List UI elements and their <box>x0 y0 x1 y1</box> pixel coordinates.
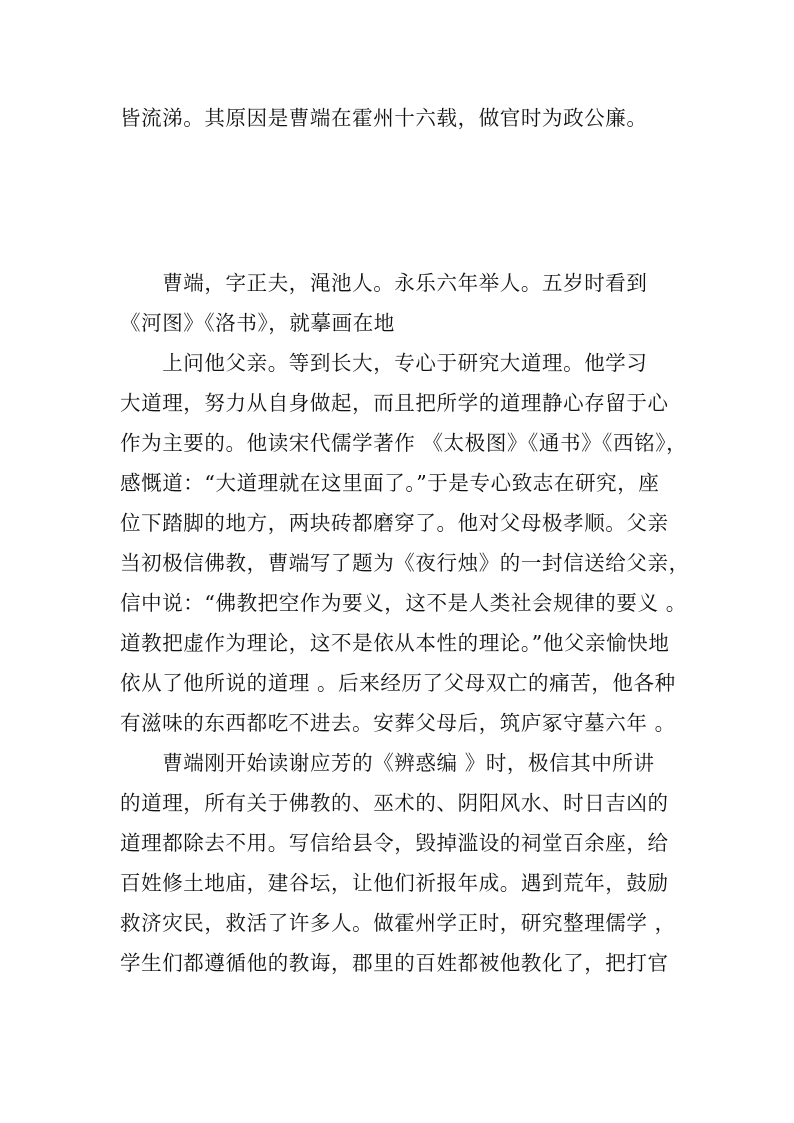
text-line: 位下踏脚的地方，两块砖都磨穿了。他对父母极孝顺。父亲 <box>120 511 669 535</box>
text-line: 百姓修土地庙，建谷坛，让他们祈报年成。遇到荒年，鼓励 <box>120 871 669 895</box>
text-line: 《河图》《洛书》，就摹画在地 <box>120 311 395 335</box>
text-line: 当初极信佛教，曹端写了题为《夜行烛》的一封信送给父亲， <box>120 551 690 575</box>
text-line: 感慨道：“大道理就在这里面了。”于是专心致志在研究，座 <box>120 471 660 495</box>
text-line: 曹端，字正夫，渑池人。永乐六年举人。五岁时看到 <box>120 271 648 295</box>
text-line: 信中说：“佛教把空作为要义，这不是人类社会规律的要义 。 <box>120 591 687 615</box>
text-line: 作为主要的。他读宋代儒学著作 《太极图》《通书》《西铭》， <box>120 431 688 455</box>
text-line: 的道理，所有关于佛教的、巫术的、阴阳风水、时日吉凶的 <box>120 791 669 815</box>
text-line: 有滋味的东西都吃不进去。安葬父母后，筑庐冢守墓六年 。 <box>120 711 676 735</box>
text-line: 依从了他所说的道理 。后来经历了父母双亡的痛苦，他各种 <box>120 671 676 695</box>
text-line: 大道理，努力从自身做起，而且把所学的道理静心存留于心 <box>120 391 669 415</box>
text-line: 道教把虚作为理论，这不是依从本性的理论。”他父亲愉快地 <box>120 631 670 655</box>
text-line: 曹端刚开始读谢应芳的《辨惑编 》时，极信其中所讲 <box>120 751 655 775</box>
text-line: 救济灾民，救活了许多人。做霍州学正时，研究整理儒学 ， <box>120 911 676 935</box>
text-line: 道理都除去不用。写信给县令，毁掉滥设的祠堂百余座，给 <box>120 831 669 855</box>
text-line: 上问他父亲。等到长大，专心于研究大道理。他学习 <box>120 351 648 375</box>
text-line: 学生们都遵循他的教诲，郡里的百姓都被他教化了，把打官 <box>120 951 669 975</box>
carryover-line: 皆流涕。其原因是曹端在霍州十六载，做官时为政公廉。 <box>120 106 648 130</box>
